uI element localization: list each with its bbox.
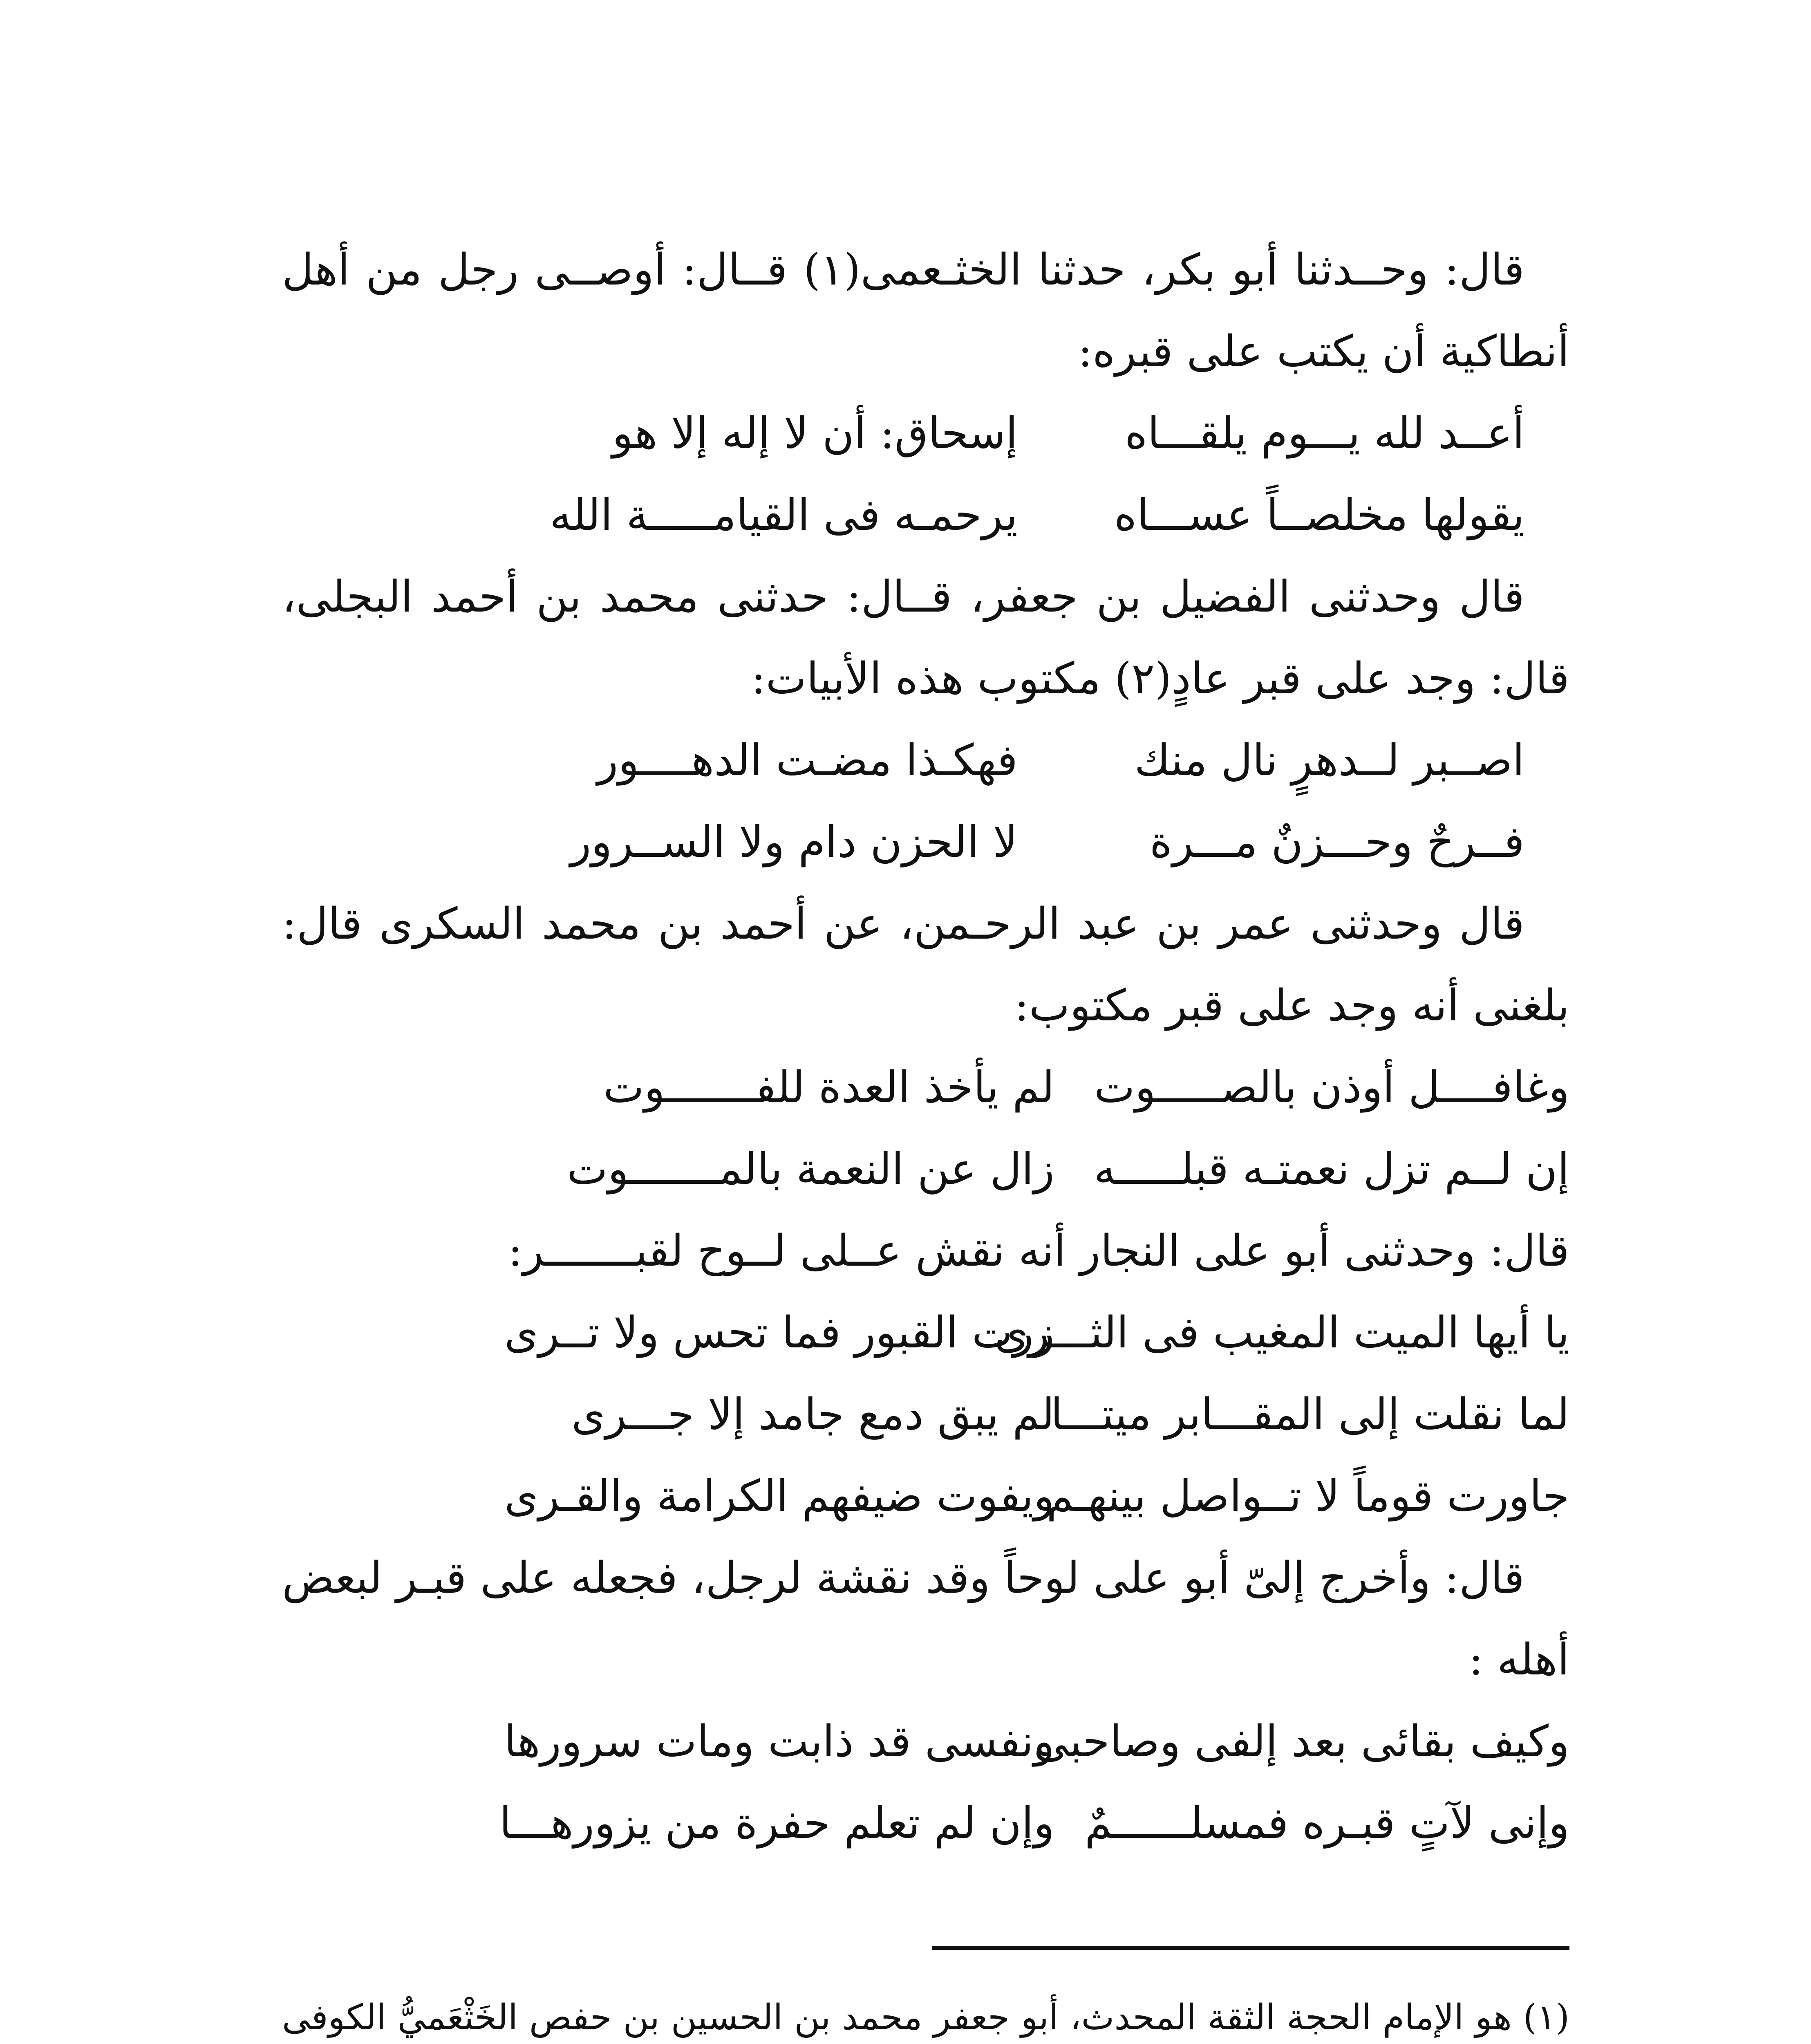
verse-second-hemistich: زرت القبور فما تحس ولا تــرى bbox=[504, 1307, 1054, 1358]
verse-first-hemistich: وإنى لآتٍ قبـره فمسلــــــمٌ bbox=[1084, 1798, 1569, 1848]
verse-line bbox=[282, 1455, 1569, 1537]
verse-second-hemistich: ونفسى قد ذابت ومات سرورها bbox=[504, 1716, 1054, 1766]
verse-first-hemistich: جاورت قوماً لا تــواصل بينهـم bbox=[1046, 1471, 1569, 1521]
verse-first-hemistich: لما نقلت إلى المقـــابر ميتـــا bbox=[1050, 1389, 1569, 1439]
verse-second-hemistich: لم يبق دمع جامد إلا جـــرى bbox=[571, 1389, 1054, 1439]
verse-line bbox=[282, 1047, 1569, 1128]
verse-second-hemistich: ويفوت ضيفهم الكرامة والقـرى bbox=[504, 1471, 1054, 1521]
verse-line bbox=[282, 392, 1569, 474]
paragraph-5: قال: وأخرج إلىّ أبو على لوحاً وقد نقشة لرجل، فجعله على قبـر لبعض أهله : bbox=[282, 1553, 1569, 1685]
verse-first-hemistich: وغافــــل أوذن بالصـــــوت bbox=[1094, 1062, 1569, 1112]
verse-line bbox=[282, 474, 1569, 556]
verse-first-hemistich: يقولها مخلصــاً عســـاه bbox=[1114, 490, 1524, 540]
verse-second-hemistich: لا الحزن دام ولا الســرور bbox=[570, 817, 1018, 867]
verse-second-hemistich: زال عن النعمة بالمـــــــوت bbox=[567, 1144, 1054, 1194]
poem-1 bbox=[282, 392, 1569, 556]
verse-first-hemistich: وكيف بقائى بعد إلفى وصاحبى bbox=[1034, 1716, 1569, 1766]
poem-2 bbox=[282, 719, 1569, 883]
verse-line bbox=[282, 1128, 1569, 1210]
verse-second-hemistich: إسحاق: أن لا إله إلا هو bbox=[612, 408, 1018, 458]
page-body bbox=[282, 229, 1569, 2038]
verse-line bbox=[282, 1782, 1569, 1864]
verse-line bbox=[282, 719, 1569, 801]
paragraph-4: قال: وحدثنى أبو على النجار أنه نقش عــلى لــوح لقبـــــــر: bbox=[508, 1226, 1569, 1276]
poem-5 bbox=[282, 1701, 1569, 1864]
verse-line bbox=[282, 801, 1569, 883]
verse-second-hemistich: وإن لم تعلم حفرة من يزورهـــا bbox=[499, 1798, 1054, 1848]
verse-first-hemistich: اصــبر لــدهرٍ نال منك bbox=[1134, 735, 1524, 785]
footnote-1: (١) هو الإمام الحجة الثقة المحدث، أبو جعفر محمد بن الحسين بن حفص الخَثْعَميُّ الكوفى bbox=[282, 1997, 1569, 2038]
poem-4 bbox=[282, 1292, 1569, 1537]
verse-line bbox=[282, 1374, 1569, 1455]
paragraph-1: قال: وحــدثنا أبو بكر، حدثنا الخثـعمى(١) قــال: أوصــى رجل من أهل أنطاكية أن يكتب على قبره: bbox=[282, 244, 1569, 377]
verse-line bbox=[282, 1701, 1569, 1782]
footnotes bbox=[282, 1987, 1569, 2044]
paragraph-3: قال وحدثنى عمر بن عبد الرحـمن، عن أحمد بن محمد السكرى قال: بلغنى أنه وجد على قبر مكتوب: bbox=[282, 899, 1569, 1031]
paragraph-2: قال وحدثنى الفضيل بن جعفر، قــال: حدثنى محمد بن أحمد البجلى، قال: وجد على قبر عادٍ(٢) مكتوب هذه الأبيات: bbox=[282, 572, 1569, 704]
verse-second-hemistich: فهكـذا مضـت الدهــــور bbox=[597, 735, 1018, 785]
verse-first-hemistich: يا أيها الميت المغيب فى الثـــرى bbox=[994, 1307, 1569, 1358]
verse-second-hemistich: لم يأخذ العدة للفـــــــوت bbox=[603, 1062, 1054, 1112]
verse-first-hemistich: فــرحٌ وحـــزنٌ مـــرة bbox=[1149, 817, 1524, 867]
poem-3 bbox=[282, 1047, 1569, 1210]
footnote-separator bbox=[932, 1946, 1569, 1950]
verse-first-hemistich: أعــد لله يـــوم يلقـــاه bbox=[1124, 408, 1524, 458]
verse-first-hemistich: إن لــم تزل نعمتـه قبلـــــه bbox=[1094, 1144, 1569, 1194]
verse-line bbox=[282, 1292, 1569, 1374]
verse-second-hemistich: يرحمـه فى القيامـــــة الله bbox=[550, 490, 1018, 540]
